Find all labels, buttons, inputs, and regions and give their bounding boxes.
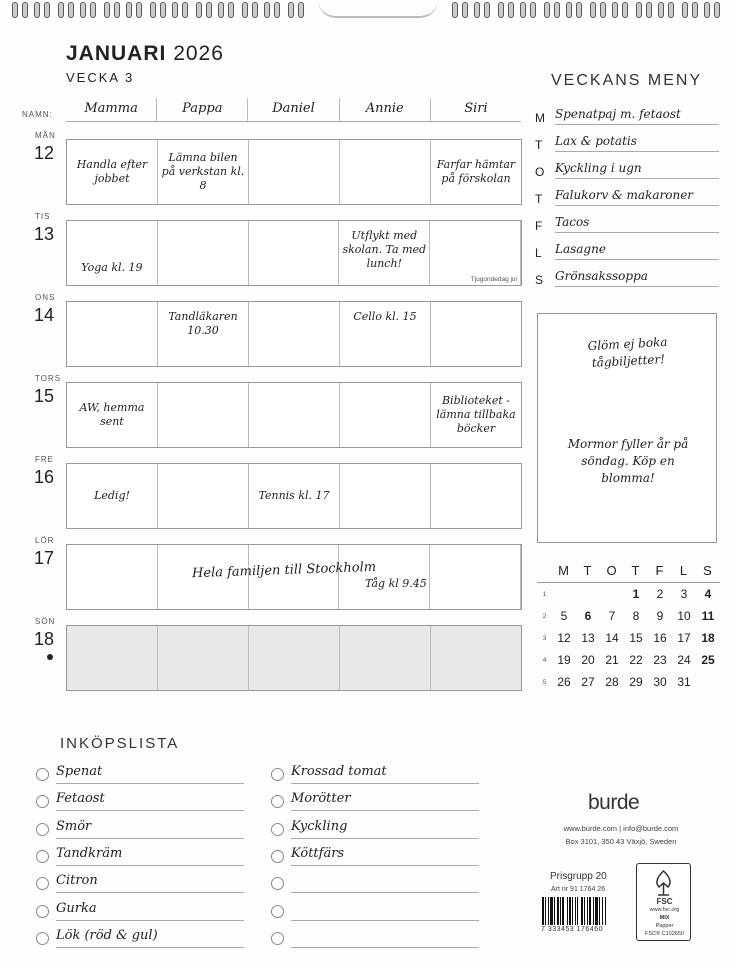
day-cell[interactable] <box>67 221 158 285</box>
spiral-ring <box>474 2 480 18</box>
spiral-ring <box>104 2 110 18</box>
mini-calendar-day: 7 <box>608 609 616 623</box>
barcode-bar <box>575 897 576 925</box>
week-number: 4 <box>542 656 547 664</box>
shopping-checkbox[interactable] <box>36 768 49 781</box>
spiral-ring <box>150 2 156 18</box>
spiral-ring <box>264 2 270 18</box>
day-cell[interactable] <box>430 545 521 609</box>
barcode-bar <box>569 897 571 925</box>
spiral-ring <box>704 2 710 18</box>
menu-day-letter: T <box>535 138 543 152</box>
spiral-ring <box>622 2 628 18</box>
spiral-ring <box>22 2 28 18</box>
mini-calendar-day: 18 <box>701 631 715 645</box>
menu-dish: Kyckling i ugn <box>555 161 719 179</box>
spiral-ring <box>520 2 526 18</box>
day-number: 18 <box>34 629 55 649</box>
menu-dish: Spenatpaj m. fetaost <box>555 107 719 125</box>
spiral-ring <box>242 2 248 18</box>
day-name: SÖN <box>35 617 56 626</box>
spiral-ring <box>182 2 188 18</box>
day-cells <box>66 463 522 529</box>
week-number: 5 <box>542 678 547 686</box>
multi-day-subentry: Tåg kl 9.45 <box>365 577 427 590</box>
barcode-image <box>541 897 632 927</box>
menu-item <box>535 238 719 264</box>
barcode-bar <box>545 897 546 925</box>
day-cell[interactable] <box>158 140 249 204</box>
name-column-header: Daniel <box>248 98 339 121</box>
day-cell[interactable] <box>249 383 340 447</box>
day-cell[interactable] <box>249 140 340 204</box>
note-tickets: Glöm ej boka tågbiljetter! <box>587 334 668 370</box>
shopping-item-text: Kyckling <box>291 819 479 839</box>
mini-calendar-day: 13 <box>581 631 595 645</box>
spiral-ring <box>58 2 64 18</box>
names-row <box>66 98 521 122</box>
fsc-label: FSC <box>656 897 673 906</box>
mini-calendar-day: 31 <box>677 675 691 689</box>
mini-calendar-day: 8 <box>632 609 640 623</box>
contact-address: Box 3101, 350 43 Växjö, Sweden <box>565 836 677 846</box>
spiral-ring <box>452 2 458 18</box>
weekday-header: O <box>606 563 618 578</box>
menu-dish: Lax & potatis <box>555 134 719 152</box>
barcode-bar <box>602 897 603 925</box>
spiral-ring <box>544 2 550 18</box>
mini-calendar-header <box>537 563 720 583</box>
weekday-header: L <box>679 563 689 578</box>
name-column-header: Pappa <box>157 98 248 121</box>
day-cells <box>66 544 522 610</box>
day-cells <box>66 625 522 691</box>
day-cell[interactable] <box>431 464 521 528</box>
spiral-ring <box>682 2 688 18</box>
contact-web: www.burde.com | info@burde.com <box>563 824 679 833</box>
menu-dish: Lasagne <box>555 242 719 260</box>
mini-calendar-day: 5 <box>560 609 568 623</box>
day-cell[interactable] <box>340 626 431 690</box>
spiral-ring <box>196 2 202 18</box>
shopping-item-text: Gurka <box>56 901 244 921</box>
mini-calendar-day: 21 <box>605 653 619 667</box>
shopping-item-text <box>291 928 479 948</box>
day-row <box>22 131 522 197</box>
barcode-bar <box>584 897 585 925</box>
shopping-checkbox[interactable] <box>36 850 49 863</box>
day-name: TIS <box>35 212 51 221</box>
day-cell[interactable] <box>249 221 340 285</box>
day-number: 16 <box>34 467 55 487</box>
menu-day-letter: M <box>535 111 545 125</box>
menu-item <box>535 157 719 183</box>
spiral-ring <box>12 2 18 18</box>
shopping-checkbox[interactable] <box>36 877 49 890</box>
note-birthday: Mormor fyller år på söndag. Köp en blomma! <box>567 437 689 485</box>
spiral-ring <box>228 2 234 18</box>
spiral-ring <box>274 2 280 18</box>
fsc-badge <box>636 863 691 941</box>
barcode-bar <box>562 897 564 925</box>
mini-calendar-day: 29 <box>629 675 643 689</box>
mini-calendar-week <box>537 649 720 671</box>
mini-calendar <box>537 563 720 693</box>
mini-calendar-week <box>537 605 720 627</box>
weekday-header: F <box>655 563 665 578</box>
day-cells <box>66 301 522 367</box>
multi-day-entry: Hela familjen till Stockholm <box>191 559 377 582</box>
spiral-ring <box>136 2 142 18</box>
spiral-ring <box>298 2 304 18</box>
shopping-checkbox[interactable] <box>271 877 284 890</box>
menu-dish: Grönsakssoppa <box>555 269 719 287</box>
spiral-ring <box>714 2 720 18</box>
cell-entry: Ledig! <box>94 489 130 503</box>
day-name: ONS <box>35 293 56 302</box>
mini-calendar-day: 28 <box>605 675 619 689</box>
weekday-header: T <box>583 563 593 578</box>
day-cell[interactable] <box>67 140 158 204</box>
day-cell[interactable] <box>340 464 431 528</box>
mini-calendar-day: 1 <box>632 587 640 601</box>
spiral-ring <box>566 2 572 18</box>
day-number: 12 <box>34 143 55 163</box>
fsc-url: www.fsc.org <box>649 907 680 913</box>
mini-calendar-day: 30 <box>653 675 667 689</box>
barcode-bar <box>548 897 549 925</box>
day-cell[interactable] <box>249 626 340 690</box>
mini-calendar-day: 11 <box>701 609 715 623</box>
day-cell[interactable] <box>431 626 521 690</box>
mini-calendar-day: 2 <box>656 587 664 601</box>
barcode-bar <box>577 897 578 925</box>
mini-calendar-day: 6 <box>584 609 592 623</box>
shopping-item-text: Morötter <box>291 791 479 811</box>
mini-calendar-week <box>537 671 720 693</box>
menu-item <box>535 103 719 129</box>
spiral-ring <box>218 2 224 18</box>
spiral-ring <box>288 2 294 18</box>
mini-calendar-day: 4 <box>704 587 712 601</box>
barcode-number: 7 333453 176460 <box>541 926 603 933</box>
menu-day-letter: T <box>535 192 543 206</box>
spiral-ring <box>530 2 536 18</box>
barcode-bar <box>572 897 573 925</box>
notes-box <box>537 313 717 543</box>
day-cell[interactable] <box>339 221 430 285</box>
day-cell[interactable] <box>158 221 249 285</box>
spiral-ring <box>692 2 698 18</box>
spiral-ring <box>590 2 596 18</box>
barcode-bar <box>554 897 555 925</box>
menu-day-letter: L <box>535 246 542 260</box>
menu-item <box>535 265 719 291</box>
spiral-ring <box>160 2 166 18</box>
shopping-item-text: Lök (röd & gul) <box>56 928 244 948</box>
spiral-ring <box>80 2 86 18</box>
day-cell[interactable] <box>249 302 340 366</box>
name-column-header: Annie <box>340 98 431 121</box>
spiral-ring <box>612 2 618 18</box>
fsc-paper: Papper <box>655 923 674 929</box>
spiral-ring <box>636 2 642 18</box>
barcode-bar <box>550 897 553 925</box>
name-column-header: Siri <box>464 101 488 116</box>
day-name: TORS <box>35 374 62 383</box>
menu-day-letter: O <box>535 165 545 179</box>
day-name: FRE <box>35 455 54 464</box>
day-cell[interactable] <box>67 302 158 366</box>
day-number: 17 <box>34 548 55 568</box>
day-cell[interactable] <box>431 140 521 204</box>
cell-entry: Handla efter jobbet <box>76 158 148 185</box>
menu-title: VECKANS MENY <box>551 72 703 89</box>
mini-calendar-day: 20 <box>581 653 595 667</box>
month-title: JANUARI 2026 <box>66 42 224 65</box>
day-number: 13 <box>34 224 55 244</box>
shopping-checkbox[interactable] <box>36 823 49 836</box>
mini-calendar-day: 10 <box>677 609 691 623</box>
spiral-ring <box>44 2 50 18</box>
day-row <box>22 374 522 440</box>
price-group: Prisgrupp 20 <box>550 871 607 882</box>
barcode-bar <box>589 897 591 925</box>
day-row <box>22 293 522 359</box>
names-label: NAMN: <box>22 110 53 119</box>
shopping-item-text <box>291 901 479 921</box>
mini-calendar-day: 3 <box>680 587 688 601</box>
barcode-bar <box>581 897 583 925</box>
menu-dish: Tacos <box>555 215 719 233</box>
spiral-ring <box>90 2 96 18</box>
spiral-ring <box>68 2 74 18</box>
day-cells <box>66 382 522 448</box>
shopping-checkbox[interactable] <box>271 932 284 945</box>
spiral-ring <box>508 2 514 18</box>
spiral-ring <box>658 2 664 18</box>
shopping-checkbox[interactable] <box>36 932 49 945</box>
barcode-bar <box>542 897 544 925</box>
day-cell[interactable] <box>158 383 249 447</box>
shopping-item-text: Smör <box>56 819 244 839</box>
weekday-header: T <box>631 563 641 578</box>
cell-entry: Biblioteket - lämna tillbaka böcker <box>436 394 516 435</box>
day-name: LÖR <box>35 536 55 545</box>
spiral-ring <box>206 2 212 18</box>
barcode-bar <box>595 897 598 925</box>
shopping-item-text: Krossad tomat <box>291 764 479 784</box>
shopping-checkbox[interactable] <box>36 905 49 918</box>
week-number: 1 <box>542 590 547 598</box>
article-number: Art nr 91 1764 26 <box>551 886 606 893</box>
spiral-ring <box>498 2 504 18</box>
day-cell[interactable] <box>340 302 431 366</box>
cell-entry: Farfar hämtar på förskolan <box>436 158 516 185</box>
spiral-ring <box>462 2 468 18</box>
barcode-bar <box>599 897 600 925</box>
mini-calendar-day: 26 <box>557 675 571 689</box>
day-cell[interactable] <box>158 626 249 690</box>
cell-entry: Lämna bilen på verkstan kl. 8 <box>161 151 245 192</box>
day-row <box>22 536 522 602</box>
weekday-header: M <box>558 563 570 578</box>
barcode-bar <box>587 897 588 925</box>
fsc-code: FSC® C102650 <box>645 931 684 937</box>
day-cell[interactable] <box>67 545 158 609</box>
cell-entry: Utflykt med skolan. Ta med lunch! <box>342 229 427 270</box>
spiral-ring <box>668 2 674 18</box>
spiral-ring <box>252 2 258 18</box>
shopping-item-text <box>291 873 479 893</box>
barcode-bar <box>560 897 561 925</box>
week-number: 3 <box>542 634 547 642</box>
mini-calendar-day: 14 <box>605 631 619 645</box>
spiral-ring <box>484 2 490 18</box>
barcode-bar <box>593 897 594 925</box>
brand-contact <box>548 823 694 849</box>
day-name: MÅN <box>35 131 56 140</box>
spiral-ring <box>576 2 582 18</box>
day-cell[interactable] <box>340 140 431 204</box>
mini-calendar-day: 19 <box>557 653 571 667</box>
day-row <box>22 212 522 283</box>
mini-calendar-day: 17 <box>677 631 691 645</box>
mini-calendar-day: 24 <box>677 653 691 667</box>
mini-calendar-day: 15 <box>629 631 643 645</box>
shopping-item-text: Citron <box>56 873 244 893</box>
shopping-checkbox[interactable] <box>36 795 49 808</box>
mini-calendar-day: 9 <box>656 609 664 623</box>
shopping-checkbox[interactable] <box>271 850 284 863</box>
menu-day-letter: F <box>535 219 543 233</box>
day-cell[interactable] <box>431 302 521 366</box>
day-row <box>22 455 522 521</box>
shopping-checkbox[interactable] <box>271 795 284 808</box>
mini-calendar-day: 27 <box>581 675 595 689</box>
day-cell[interactable] <box>158 464 249 528</box>
hanger-hook <box>318 0 438 18</box>
shopping-checkbox[interactable] <box>271 768 284 781</box>
mini-calendar-day: 25 <box>701 653 715 667</box>
day-number: 15 <box>34 386 55 406</box>
spiral-ring <box>646 2 652 18</box>
mini-calendar-week <box>537 627 720 649</box>
week-number: 2 <box>542 612 547 620</box>
menu-dish: Falukorv & makaroner <box>555 188 719 206</box>
spiral-ring <box>600 2 606 18</box>
shopping-item-text: Tandkräm <box>56 846 244 866</box>
mini-calendar-day: 16 <box>653 631 667 645</box>
menu-day-letter: S <box>535 273 544 287</box>
day-cell[interactable] <box>67 626 158 690</box>
shopping-list-title: INKÖPSLISTA <box>60 735 180 752</box>
menu-item <box>535 130 719 156</box>
day-number: 14 <box>34 305 55 325</box>
shopping-item-text: Köttfärs <box>291 846 479 866</box>
day-cell[interactable] <box>67 464 158 528</box>
day-cell[interactable] <box>431 383 521 447</box>
day-cells <box>66 139 522 205</box>
spiral-ring <box>172 2 178 18</box>
fsc-mix: MIX <box>659 915 670 921</box>
spiral-ring <box>114 2 120 18</box>
fsc-tree-icon <box>649 869 678 897</box>
spiral-ring <box>126 2 132 18</box>
spiral-ring <box>554 2 560 18</box>
barcode-bar <box>557 897 559 925</box>
day-cell[interactable] <box>67 383 158 447</box>
weekday-header: S <box>703 563 713 578</box>
shopping-item-text: Fetaost <box>56 791 244 811</box>
shopping-checkbox[interactable] <box>271 905 284 918</box>
menu-item <box>535 184 719 210</box>
mini-calendar-day: 22 <box>629 653 643 667</box>
new-moon-icon <box>47 654 53 660</box>
holiday-label: Tjugondedag jul <box>470 276 517 283</box>
day-row <box>22 617 522 683</box>
shopping-checkbox[interactable] <box>271 823 284 836</box>
mini-calendar-week <box>537 583 720 605</box>
day-cell[interactable] <box>158 302 249 366</box>
shopping-item-text: Spenat <box>56 764 244 784</box>
mini-calendar-day: 12 <box>557 631 571 645</box>
day-cells <box>66 220 522 286</box>
cell-entry: Tennis kl. 17 <box>258 489 330 503</box>
cell-entry: Tandläkaren 10.30 <box>168 310 238 337</box>
barcode-bar <box>605 897 606 925</box>
week-label: VECKA 3 <box>66 70 135 85</box>
cell-entry: Cello kl. 15 <box>353 310 417 323</box>
cell-entry: Yoga kl. 19 <box>81 261 143 275</box>
week-number-header <box>537 563 552 582</box>
mini-calendar-day: 23 <box>653 653 667 667</box>
day-cell[interactable] <box>249 464 340 528</box>
spiral-ring <box>34 2 40 18</box>
day-cell[interactable] <box>340 383 431 447</box>
brand-logo: burde <box>588 791 640 814</box>
cell-entry: AW, hemma sent <box>79 401 145 428</box>
barcode-bar <box>567 897 568 925</box>
menu-item <box>535 211 719 237</box>
name-column-header: Mamma <box>66 98 157 121</box>
